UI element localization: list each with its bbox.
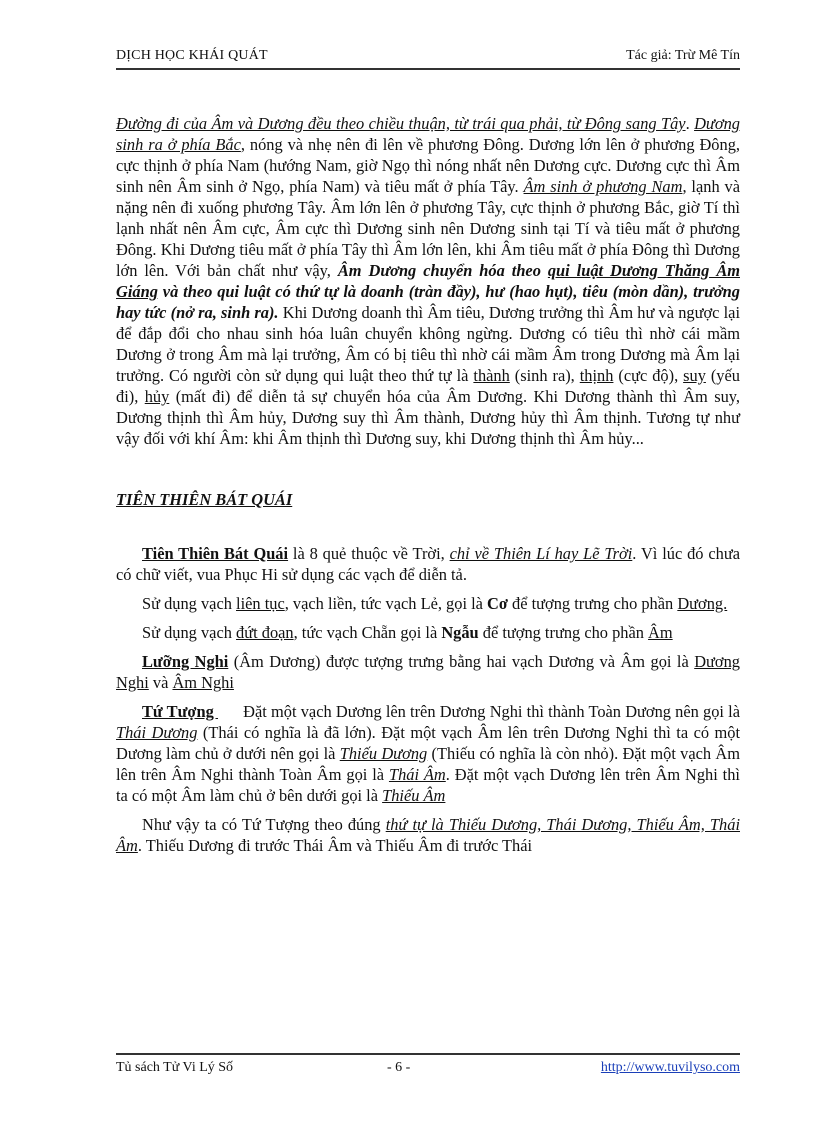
underlined-phrase: Thiếu Âm [382, 786, 446, 805]
underlined-phrase: Thái Âm [388, 765, 446, 784]
text-span: Khi Dương doanh thì Âm tiêu, Dương trưởng thì Âm hư và ngược lại để đắp đổi cho nhau sinh hóa luân chuyển không ngừng. Dương có tiêu thì nhờ cái mầm Dương ở trong Âm mà lại trưởng, Âm có bị tiêu thì nhờ cái mầm Âm trong Dương mà Âm lại trưởng. Có người còn sử dụng qui luật theo thứ tự là [116, 303, 741, 385]
header-author: Tác giả: Trừ Mê Tín [626, 48, 740, 63]
bold-term: Cơ [487, 594, 508, 613]
text-span: , tức vạch Chẵn gọi là [293, 623, 442, 642]
underlined-term: liên tục [236, 594, 285, 613]
text-span: (Thái có nghĩa là đã lớn). Đặt một vạch Âm lên trên Dương Nghi thì ta có một Dương làm chủ ở dưới nên gọi là [116, 723, 740, 763]
underlined-phrase: Âm sinh ở phương Nam [523, 177, 683, 196]
underlined-term: Dương Nghi [116, 652, 740, 692]
text-span: Đặt một vạch Dương lên trên Dương Nghi thì thành Toàn Dương nên gọi là [218, 702, 745, 721]
page-footer [116, 1053, 740, 1079]
underlined-phrase: Dương sinh ra ở phía Bắc [116, 114, 740, 154]
section-heading: TIÊN THIÊN BÁT QUÁI [116, 490, 293, 509]
paragraph-thu-tu [116, 814, 740, 856]
paragraph-vach-lien [116, 593, 740, 614]
text-span: . Đặt một vạch Dương lên trên Âm Nghi thì ta có một Âm làm chủ ở bên dưới gọi là [116, 765, 740, 805]
header-title: DỊCH HỌC KHÁI QUÁT [116, 48, 268, 63]
text-span: (cực độ), [613, 366, 684, 385]
text-span: , vạch liền, tức vạch Lẻ, gọi là [284, 594, 488, 613]
underlined-phrase: thứ tự là Thiếu Dương, Thái Dương, Thiếu Âm, Thái Âm [116, 815, 740, 855]
text-span: . Vì lúc đó chưa có chữ viết, vua Phục Hi sử dụng các vạch để diễn tả. [116, 544, 740, 584]
text-span: (yếu đi), [116, 366, 740, 406]
underlined-phrase: qui luật Dương Thăng Âm Giáng [116, 261, 740, 301]
term-luong-nghi: Lưỡng Nghi [142, 652, 229, 671]
text-span: Sử dụng vạch [142, 594, 237, 613]
underlined-term: đứt đoạn [236, 623, 294, 642]
underlined-phrase: Đường đi của Âm và Dương đều theo chiều thuận, từ trái qua phải, từ Đông sang Tây [116, 114, 686, 133]
text-span: (mất đi) để diễn tả sự chuyển hóa của Âm Dương. Khi Dương thành thì Âm suy, Dương thịnh thì Âm hủy, Dương suy thì Âm thành, Dương hủy thì Âm thịnh. Tương tự như vậy đối với khí Âm: khi Âm thịnh thì Dương suy, khi Dương thịnh thì Âm hủy... [116, 387, 740, 448]
text-span: Sử dụng vạch [142, 623, 237, 642]
underlined-term: thịnh [579, 366, 614, 385]
underlined-term: hủy [144, 387, 170, 406]
underlined-phrase: Thái Dương [116, 723, 198, 742]
paragraph-luong-nghi [116, 651, 740, 693]
paragraph-tien-thien [116, 543, 740, 585]
text-span: (sinh ra), [509, 366, 580, 385]
underlined-term: Âm Nghi [172, 673, 234, 692]
text-span: . Thiếu Dương đi trước Thái Âm và Thiếu Âm đi trước Thái [137, 836, 533, 855]
bold-term: Ngẫu [441, 623, 479, 642]
underlined-term: thành [473, 366, 510, 385]
text-span: (Âm Dương) được tượng trưng bằng hai vạch Dương và Âm gọi là [228, 652, 695, 671]
underlined-phrase: chỉ về Thiên Lí hay Lẽ Trời [449, 544, 633, 563]
page-body [116, 113, 745, 864]
text-span: . [685, 114, 695, 133]
text-span: và [148, 673, 173, 692]
footer-link[interactable]: http://www.tuvilyso.com [600, 1060, 740, 1075]
term-tien-thien-bat-quai: Tiên Thiên Bát Quái [142, 544, 289, 563]
text-span: , nóng và nhẹ nên đi lên về phương Đông. Dương lớn lên ở phương Đông, cực thịnh ở phía Nam (hướng Nam, giờ Ngọ thì nóng nhất nên Dương cực. Dương cực thì Âm sinh nên Âm sinh ở Ngọ, phía Nam) và tiêu mất ở phía Tây. [116, 135, 740, 196]
paragraph-tu-tuong [116, 701, 745, 806]
term-tu-tuong: Tứ Tượng [142, 702, 219, 721]
paragraph-vach-dut [116, 622, 740, 643]
text-span: để tượng trưng cho phần [507, 594, 678, 613]
bold-phrase: Âm Dương chuyển hóa theo [337, 261, 548, 280]
text-span: Như vậy ta có Tứ Tượng theo đúng [142, 815, 386, 834]
page-number: - 6 - [387, 1060, 411, 1075]
text-span: , lạnh và nặng nên đi xuống phương Tây. Âm lớn lên ở phương Tây, cực thịnh ở phương Bắc, giờ Tí thì lạnh nhất nên Âm cực, Âm cực thì Dương sinh nên Dương sinh tại Tí và tiêu mất ở phương Đông. Khi Dương tiêu mất ở phía Tây thì Âm lớn lên, khi Âm tiêu mất ở phía Đông thì Dương lớn lên. Với bản chất như vậy, [116, 177, 740, 280]
underlined-term: Dương. [677, 594, 728, 613]
bold-phrase: và theo qui luật có thứ tự là doanh (tràn đầy), hư (hao hụt), tiêu (mòn dần), trưởng hay tức (nở ra, sinh ra). [116, 282, 740, 322]
footer-series: Tủ sách Tử Vi Lý Số [116, 1060, 234, 1075]
underlined-term: Âm [648, 623, 673, 642]
text-span: (Thiếu có nghĩa là còn nhỏ). Đặt một vạch Âm lên trên Âm Nghi thành Toàn Âm gọi là [116, 744, 740, 784]
paragraph-am-duong [116, 113, 740, 449]
text-span: là 8 quẻ thuộc về Trời, [288, 544, 450, 563]
underlined-phrase: Thiếu Dương [339, 744, 428, 763]
text-span: để tượng trưng cho phần [478, 623, 649, 642]
underlined-term: suy [683, 366, 706, 385]
page-header [116, 44, 740, 70]
